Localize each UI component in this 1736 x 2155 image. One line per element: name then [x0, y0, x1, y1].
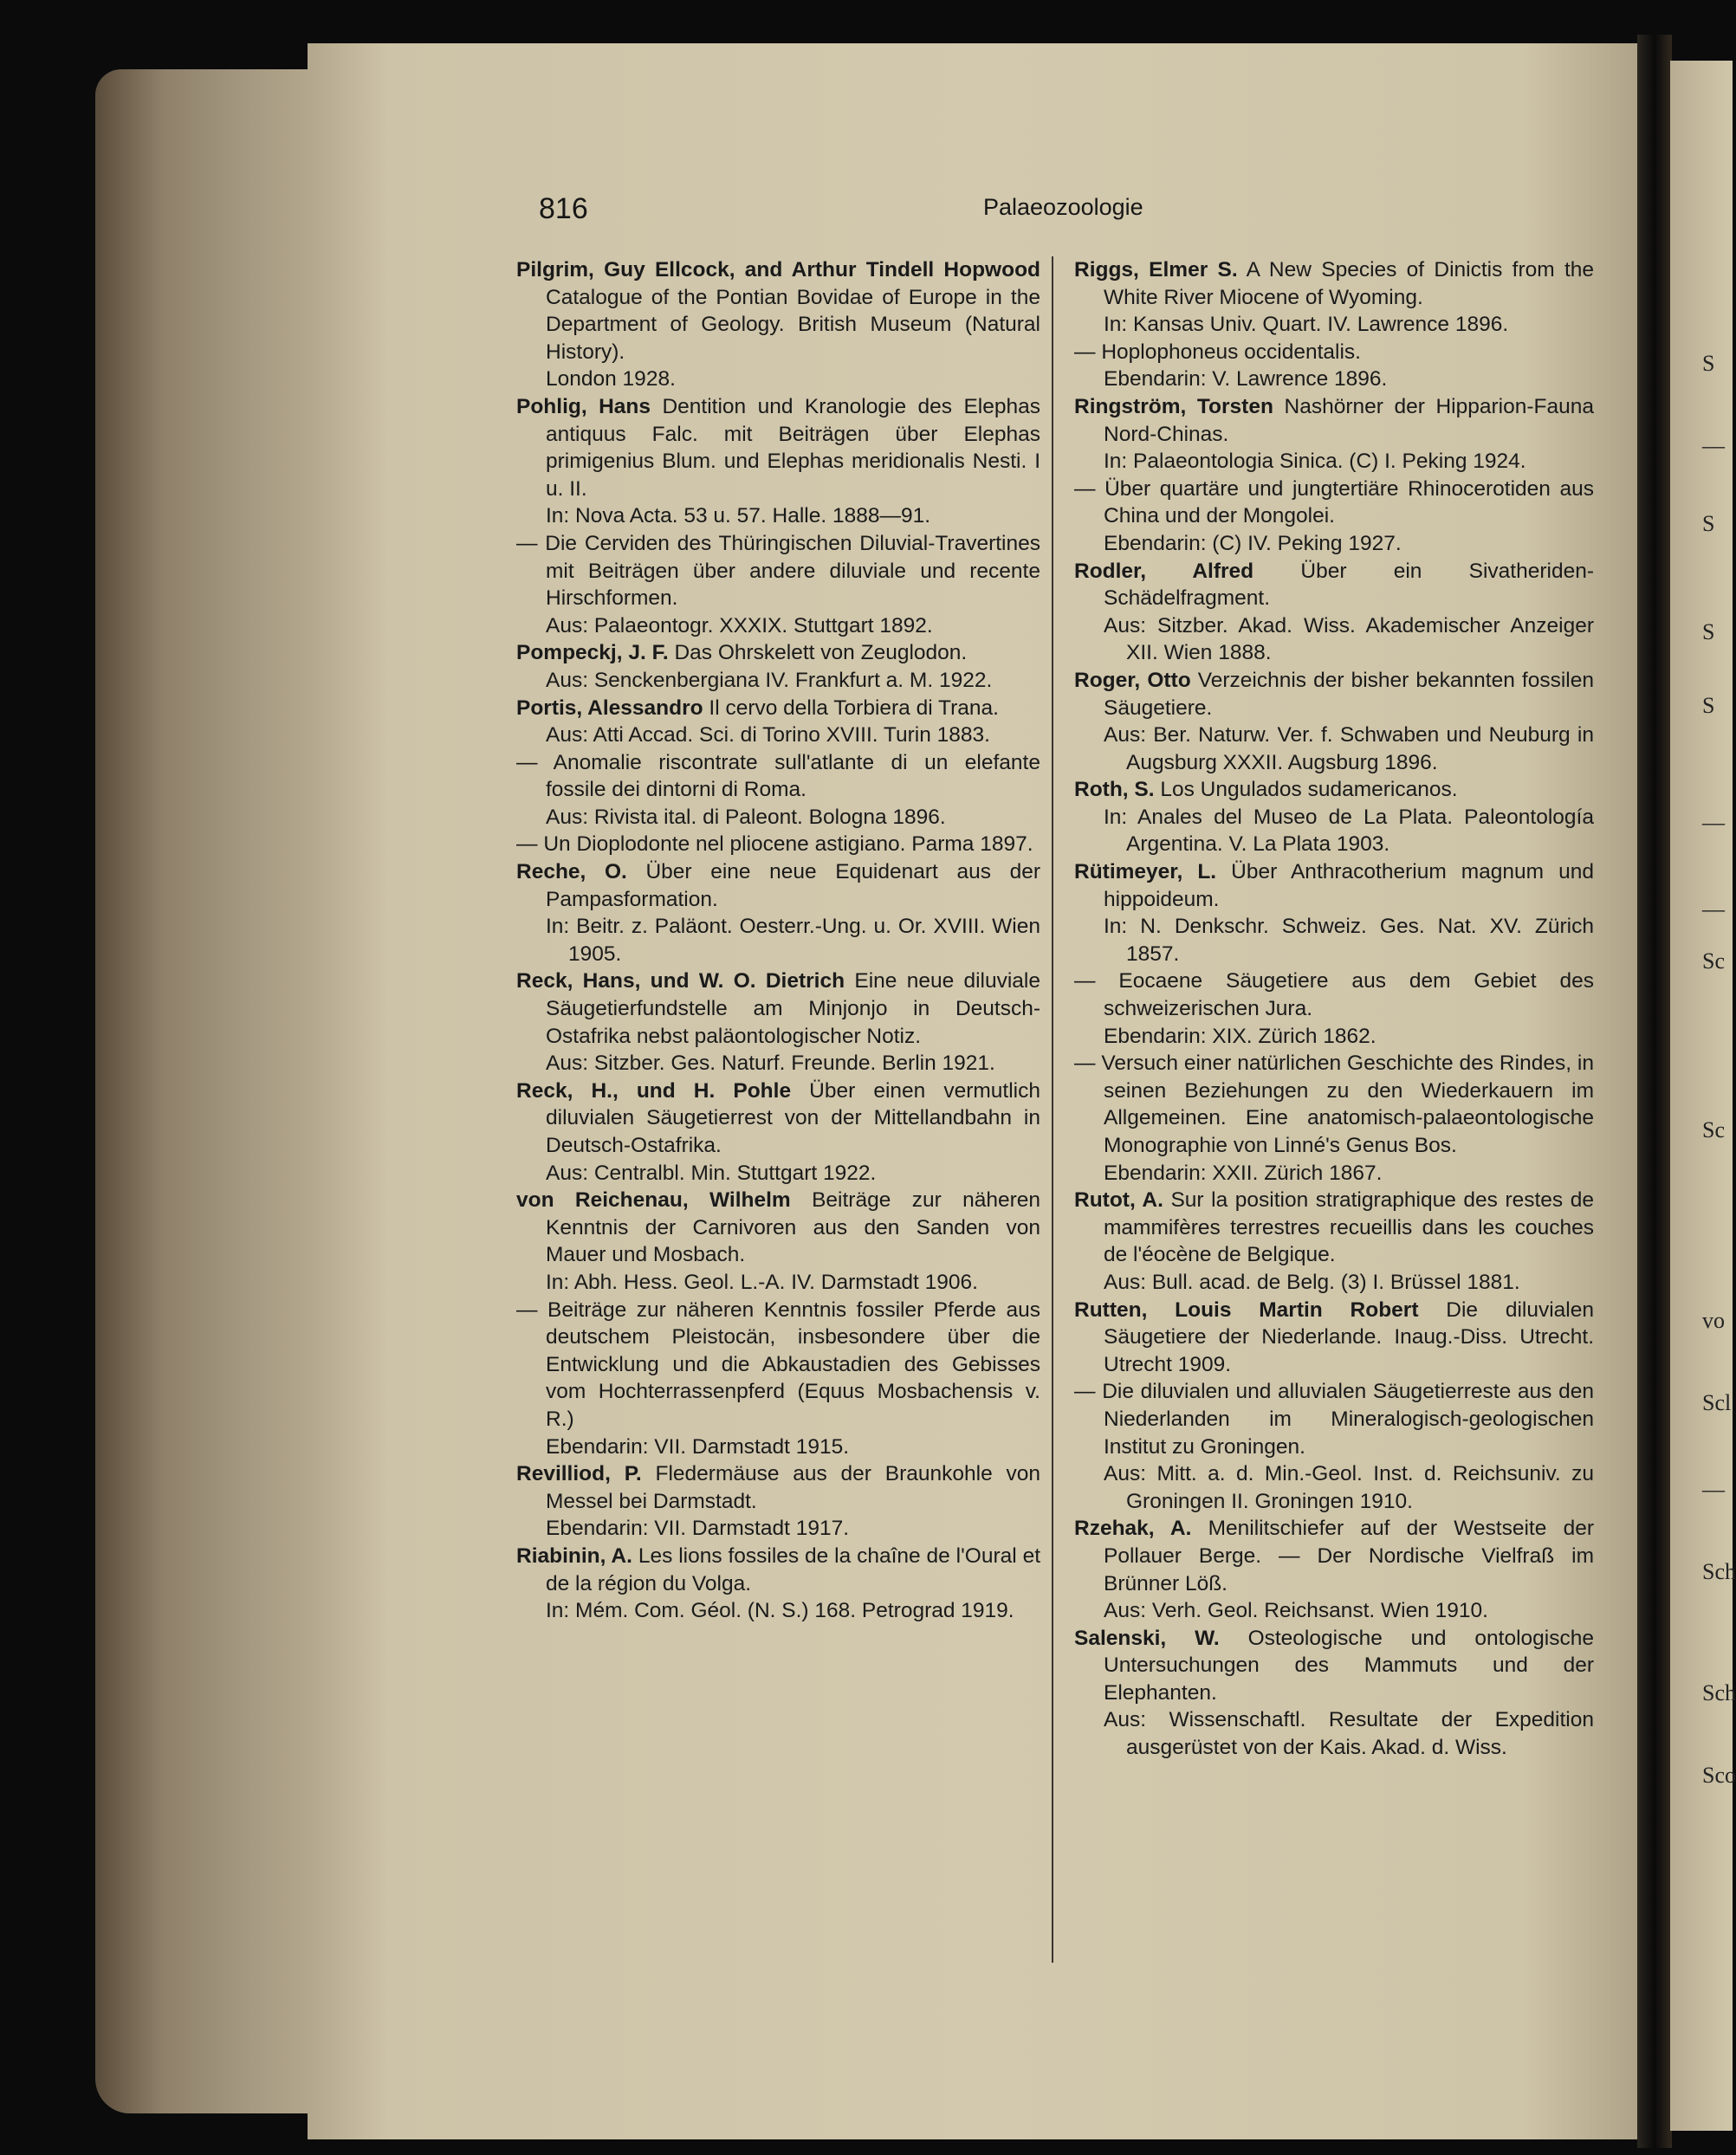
- facing-page-fragment: —: [1702, 896, 1725, 922]
- bibliography-entry: [1074, 858, 1594, 967]
- bibliography-entry: [516, 858, 1040, 967]
- entry-title: Beiträge zur näheren Kenntnis fossiler Pferde aus deutschem Pleistocän, insbesondere über die Entwicklung und die Abkaustadien des Gebisses vom Hochterrassenpferd (Equus Mosbachensis v. R.): [546, 1298, 1040, 1431]
- entry-title: Versuch einer natürlichen Geschichte des Rindes, in seinen Beziehungen zu den Wiederkauern im Allgemeinen. Eine anatomisch-palaeontologische Monographie von Linné's Genus Bos.: [1101, 1052, 1594, 1157]
- bibliography-entry: [1074, 339, 1594, 393]
- bibliography-entry: [1074, 393, 1594, 476]
- entry-author: Salenski, W.: [1074, 1626, 1220, 1650]
- bibliography-entry: [1074, 476, 1594, 558]
- facing-page-fragment: Sco: [1702, 1763, 1736, 1788]
- entry-author: Revilliod, P.: [516, 1462, 642, 1486]
- bibliography-entry: [516, 695, 1040, 749]
- entry-title: Über quartäre und jungtertiäre Rhinocerotiden aus China und der Mongolei.: [1104, 476, 1594, 528]
- bibliography-entry: [1074, 558, 1594, 667]
- facing-page-fragment: —: [1702, 810, 1725, 835]
- entry-author: —: [516, 531, 538, 555]
- bibliography-entry: [516, 967, 1040, 1077]
- page-number: 816: [539, 192, 588, 225]
- bibliography-entry: [1074, 1515, 1594, 1624]
- running-head: Palaeozoologie: [983, 194, 1143, 220]
- book-page-edges: [95, 69, 321, 2113]
- facing-page-fragment: S: [1702, 693, 1715, 718]
- facing-page-fragment: Sc: [1702, 1117, 1725, 1142]
- entry-title: Catalogue of the Pontian Bovidae of Europe in the Department of Geology. British Museum (Natural History).: [546, 285, 1040, 364]
- entry-source: London 1928.: [546, 367, 676, 392]
- entry-source: Aus: Atti Accad. Sci. di Torino XVIII. Turin 1883.: [546, 723, 990, 747]
- entry-author: Roth, S.: [1074, 778, 1155, 802]
- entry-title: Über ein Sivatheriden-Schädelfragment.: [1104, 559, 1594, 611]
- facing-page-fragment: S: [1702, 619, 1715, 644]
- entry-source: In: N. Denkschr. Schweiz. Ges. Nat. XV. Zürich 1857.: [1104, 915, 1594, 966]
- entry-source: In: Mém. Com. Géol. (N. S.) 168. Petrograd 1919.: [546, 1599, 1014, 1623]
- entry-author: Reck, Hans, und W. O. Dietrich: [516, 969, 845, 993]
- entry-title: Über einen vermutlich diluvialen Säugetierrest von der Mittellandbahn in Deutsch-Ostafrika.: [546, 1078, 1040, 1157]
- column-divider: [1052, 256, 1053, 1963]
- entry-source: Ebendarin: XIX. Zürich 1862.: [1104, 1024, 1376, 1048]
- book-gutter: [1637, 35, 1672, 2148]
- facing-page-fragment: vo: [1702, 1308, 1725, 1333]
- entry-author: Pilgrim, Guy Ellcock, and Arthur Tindell Hopwood: [516, 258, 1040, 282]
- entry-source: Aus: Sitzber. Ges. Naturf. Freunde. Berlin 1921.: [546, 1052, 995, 1076]
- entry-author: —: [1074, 476, 1096, 501]
- facing-page-fragment: Scl: [1702, 1390, 1732, 1415]
- entry-source: Ebendarin: VII. Darmstadt 1915.: [546, 1434, 849, 1459]
- entry-title: Un Dioplodonte nel pliocene astigiano. Parma 1897.: [543, 832, 1033, 857]
- entry-title: Die Cerviden des Thüringischen Diluvial-Travertines mit Beiträgen über andere diluviale und recente Hirschformen.: [545, 531, 1040, 611]
- entry-title: Eocaene Säugetiere aus dem Gebiet des schweizerischen Jura.: [1104, 969, 1594, 1021]
- entry-title: Beiträge zur näheren Kenntnis der Carnivoren aus den Sanden von Mauer und Mosbach.: [546, 1188, 1040, 1267]
- facing-page-fragment: —: [1702, 433, 1725, 458]
- entry-source: In: Kansas Univ. Quart. IV. Lawrence 1896.: [1104, 313, 1509, 337]
- entry-source: Aus: Verh. Geol. Reichsanst. Wien 1910.: [1104, 1599, 1488, 1623]
- entry-source: Aus: Wissenschaftl. Resultate der Expedition ausgerüstet von der Kais. Akad. d. Wiss.: [1104, 1708, 1594, 1760]
- bibliography-entry: [516, 749, 1040, 832]
- bibliography-entry: [516, 530, 1040, 639]
- entry-source: Aus: Ber. Naturw. Ver. f. Schwaben und Neuburg in Augsburg XXXII. Augsburg 1896.: [1104, 723, 1594, 774]
- entry-author: Rutot, A.: [1074, 1188, 1163, 1213]
- bibliography-entry: [516, 639, 1040, 694]
- entry-author: Riggs, Elmer S.: [1074, 258, 1238, 282]
- entry-source: Aus: Mitt. a. d. Min.-Geol. Inst. d. Reichsuniv. zu Groningen II. Groningen 1910.: [1104, 1462, 1594, 1513]
- entry-author: —: [516, 750, 538, 774]
- entry-title: Anomalie riscontrate sull'atlante di un elefante fossile dei dintorni di Roma.: [546, 750, 1040, 802]
- entry-source: In: Beitr. z. Paläont. Oesterr.-Ung. u. Or. XVIII. Wien 1905.: [546, 915, 1040, 966]
- entry-author: Pompeckj, J. F.: [516, 641, 669, 665]
- entry-source: Aus: Rivista ital. di Paleont. Bologna 1896.: [546, 805, 946, 829]
- bibliography-entry: [516, 393, 1040, 530]
- entry-author: —: [1074, 969, 1096, 993]
- entry-title: A New Species of Dinictis from the White River Miocene of Wyoming.: [1104, 258, 1594, 309]
- entry-title: Nashörner der Hipparion-Fauna Nord-Chinas.: [1104, 394, 1594, 446]
- bibliography-entry: [516, 1297, 1040, 1461]
- entry-author: Roger, Otto: [1074, 668, 1191, 692]
- bibliography-entry: [1074, 967, 1594, 1050]
- left-column: [516, 256, 1040, 1625]
- entry-source: Aus: Senckenbergiana IV. Frankfurt a. M. 1922.: [546, 668, 993, 692]
- entry-author: Rodler, Alfred: [1074, 559, 1254, 583]
- entry-source: Aus: Palaeontogr. XXXIX. Stuttgart 1892.: [546, 613, 933, 637]
- entry-title: Über eine neue Equidenart aus der Pampasformation.: [546, 860, 1040, 911]
- facing-page-fragment: —: [1702, 1477, 1725, 1502]
- entry-source: In: Palaeontologia Sinica. (C) I. Peking 1924.: [1104, 450, 1526, 474]
- entry-source: Aus: Sitzber. Akad. Wiss. Akademischer Anzeiger XII. Wien 1888.: [1104, 613, 1594, 665]
- entry-source: Ebendarin: V. Lawrence 1896.: [1104, 367, 1388, 392]
- entry-title: Les lions fossiles de la chaîne de l'Oural et de la région du Volga.: [546, 1543, 1041, 1595]
- facing-page-fragment: S: [1702, 351, 1715, 376]
- entry-author: von Reichenau, Wilhelm: [516, 1188, 791, 1213]
- bibliography-entry: [516, 831, 1040, 858]
- entry-title: Die diluvialen und alluvialen Säugetierreste aus den Niederlanden im Mineralogisch-geologischen Institut zu Groningen.: [1102, 1380, 1595, 1459]
- bibliography-entry: [1074, 1187, 1594, 1296]
- entry-source: Ebendarin: VII. Darmstadt 1917.: [546, 1517, 849, 1541]
- entry-author: —: [516, 832, 538, 857]
- entry-title: Dentition und Kranologie des Elephas antiquus Falc. mit Beiträgen über Elephas primigenius Blum. und Elephas meridionalis Nesti. I u. II.: [546, 394, 1040, 501]
- entry-author: —: [516, 1298, 538, 1322]
- bibliography-entry: [516, 1460, 1040, 1543]
- bibliography-entry: [1074, 1625, 1594, 1762]
- entry-author: —: [1074, 1052, 1096, 1076]
- entry-author: Rutten, Louis Martin Robert: [1074, 1298, 1419, 1322]
- entry-author: Reche, O.: [516, 860, 627, 884]
- entry-author: Pohlig, Hans: [516, 394, 651, 418]
- entry-source: In: Anales del Museo de La Plata. Paleontología Argentina. V. La Plata 1903.: [1104, 805, 1594, 857]
- entry-author: Rzehak, A.: [1074, 1517, 1192, 1541]
- facing-page-fragment: S: [1702, 511, 1715, 536]
- entry-author: Ringström, Torsten: [1074, 394, 1273, 418]
- entry-title: Il cervo della Torbiera di Trana.: [709, 696, 999, 720]
- entry-source: In: Abh. Hess. Geol. L.-A. IV. Darmstadt 1906.: [546, 1270, 978, 1294]
- entry-author: —: [1074, 1380, 1096, 1404]
- bibliography-entry: [516, 1078, 1040, 1187]
- facing-page-fragment: Sc: [1702, 948, 1725, 974]
- entry-title: Fledermäuse aus der Braunkohle von Messel bei Darmstadt.: [546, 1462, 1040, 1513]
- entry-source: In: Nova Acta. 53 u. 57. Halle. 1888—91.: [546, 504, 931, 528]
- right-column: [1074, 256, 1594, 1762]
- bibliography-entry: [1074, 256, 1594, 339]
- entry-title: Los Ungulados sudamericanos.: [1160, 778, 1458, 802]
- entry-title: Verzeichnis der bisher bekannten fossilen Säugetiere.: [1104, 668, 1594, 720]
- entry-title: Sur la position stratigraphique des restes de mammifères terrestres recueillis dans les couches de l'éocène de Belgique.: [1104, 1188, 1594, 1267]
- bibliography-entry: [1074, 1378, 1594, 1515]
- bibliography-entry: [516, 1187, 1040, 1296]
- entry-author: Rütimeyer, L.: [1074, 860, 1217, 884]
- entry-title: Hoplophoneus occidentalis.: [1101, 340, 1361, 364]
- entry-author: Reck, H., und H. Pohle: [516, 1078, 792, 1103]
- bibliography-entry: [1074, 1050, 1594, 1187]
- entry-source: Aus: Bull. acad. de Belg. (3) I. Brüssel 1881.: [1104, 1270, 1520, 1294]
- entry-title: Über Anthracotherium magnum und hippoideum.: [1104, 860, 1595, 911]
- entry-author: —: [1074, 340, 1096, 364]
- bibliography-entry: [1074, 1297, 1594, 1379]
- entry-title: Die diluvialen Säugetiere der Niederlande. Inaug.-Diss. Utrecht. Utrecht 1909.: [1104, 1298, 1594, 1376]
- entry-title: Menilitschiefer auf der Westseite der Pollauer Berge. — Der Nordische Vielfraß im Brünner Löß.: [1104, 1517, 1594, 1595]
- entry-title: Osteologische und ontologische Untersuchungen des Mammuts und der Elephanten.: [1104, 1626, 1594, 1705]
- facing-page: [1670, 61, 1733, 2131]
- entry-title: Eine neue diluviale Säugetierfundstelle am Minjonjo in Deutsch-Ostafrika nebst paläontologischer Notiz.: [546, 969, 1041, 1048]
- bibliography-entry: [516, 256, 1040, 393]
- bibliography-entry: [1074, 667, 1594, 776]
- facing-page-fragment: Sch: [1702, 1680, 1736, 1705]
- entry-source: Ebendarin: XXII. Zürich 1867.: [1104, 1161, 1383, 1185]
- entry-source: Aus: Centralbl. Min. Stuttgart 1922.: [546, 1161, 877, 1185]
- entry-author: Riabinin, A.: [516, 1543, 632, 1568]
- bibliography-entry: [516, 1543, 1040, 1625]
- entry-title: Das Ohrskelett von Zeuglodon.: [674, 641, 968, 665]
- entry-author: Portis, Alessandro: [516, 696, 703, 720]
- entry-source: Ebendarin: (C) IV. Peking 1927.: [1104, 531, 1402, 555]
- bibliography-entry: [1074, 776, 1594, 858]
- facing-page-fragment: Sch: [1702, 1559, 1736, 1584]
